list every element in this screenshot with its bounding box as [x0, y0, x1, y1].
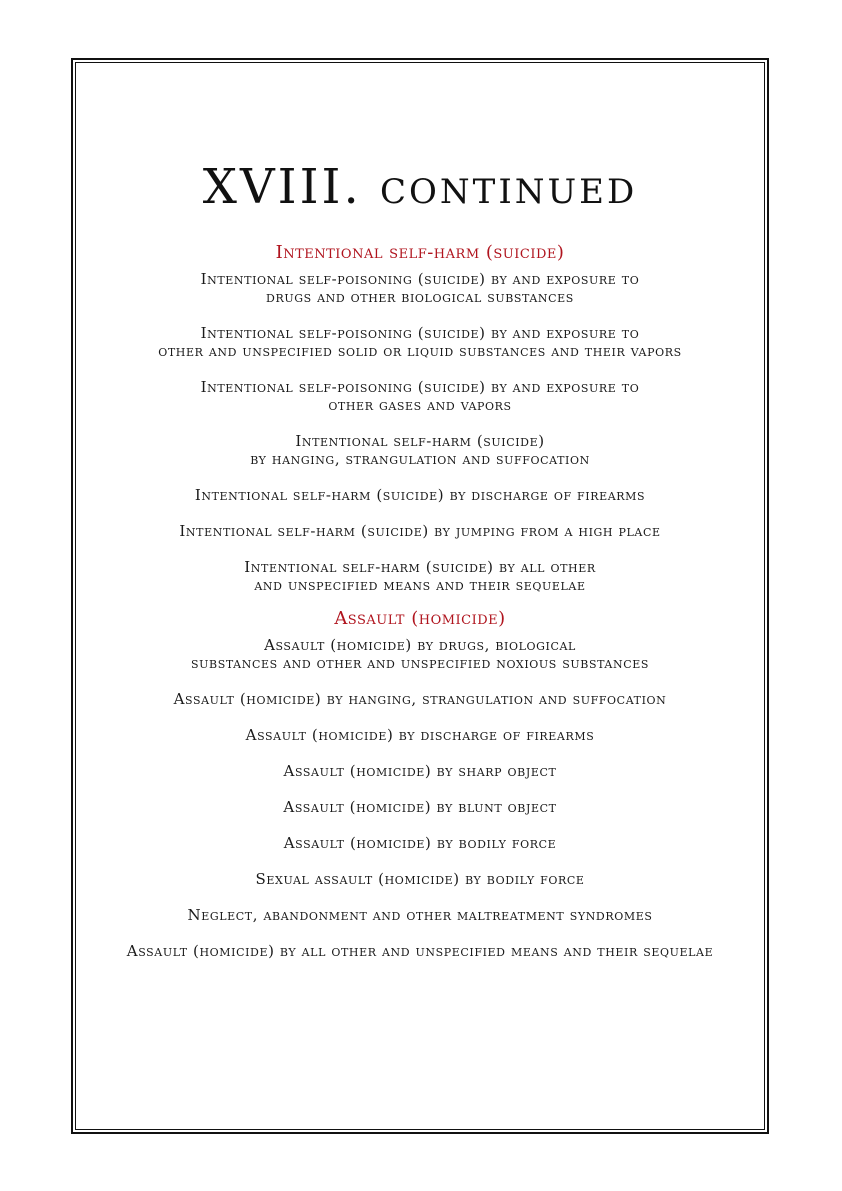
list-item: Assault (homicide) by sharp object [283, 762, 557, 780]
section-heading: Intentional self-harm (suicide) [275, 242, 565, 263]
list-item: Assault (homicide) by blunt object [283, 798, 557, 816]
section-suicide [76, 242, 764, 594]
list-item: Intentional self-harm (suicide) by discharge of firearms [194, 486, 646, 504]
page-title: XVIII. continued [202, 159, 638, 215]
list-item: Intentional self-poisoning (suicide) by and exposure to drugs and other biological substances [200, 270, 640, 306]
section-assault [76, 608, 764, 960]
page-content [76, 158, 764, 978]
list-item: Assault (homicide) by drugs, biological substances and other and unspecified noxious substances [191, 636, 649, 672]
list-item: Assault (homicide) by discharge of firearms [245, 726, 595, 744]
list-item: Intentional self-harm (suicide) by jumping from a high place [179, 522, 661, 540]
section-heading: Assault (homicide) [334, 608, 506, 629]
list-item: Sexual assault (homicide) by bodily force [255, 870, 585, 888]
list-item: Assault (homicide) by hanging, strangulation and suffocation [173, 690, 667, 708]
list-item: Neglect, abandonment and other maltreatment syndromes [187, 906, 653, 924]
list-item: Intentional self-poisoning (suicide) by and exposure to other and unspecified solid or liquid substances and their vapors [158, 324, 682, 360]
list-item: Intentional self-poisoning (suicide) by and exposure to other gases and vapors [200, 378, 640, 414]
list-item: Intentional self-harm (suicide) by hanging, strangulation and suffocation [250, 432, 590, 468]
list-item: Assault (homicide) by bodily force [283, 834, 557, 852]
list-item: Intentional self-harm (suicide) by all other and unspecified means and their sequelae [244, 558, 596, 594]
list-item: Assault (homicide) by all other and unspecified means and their sequelae [126, 942, 714, 960]
